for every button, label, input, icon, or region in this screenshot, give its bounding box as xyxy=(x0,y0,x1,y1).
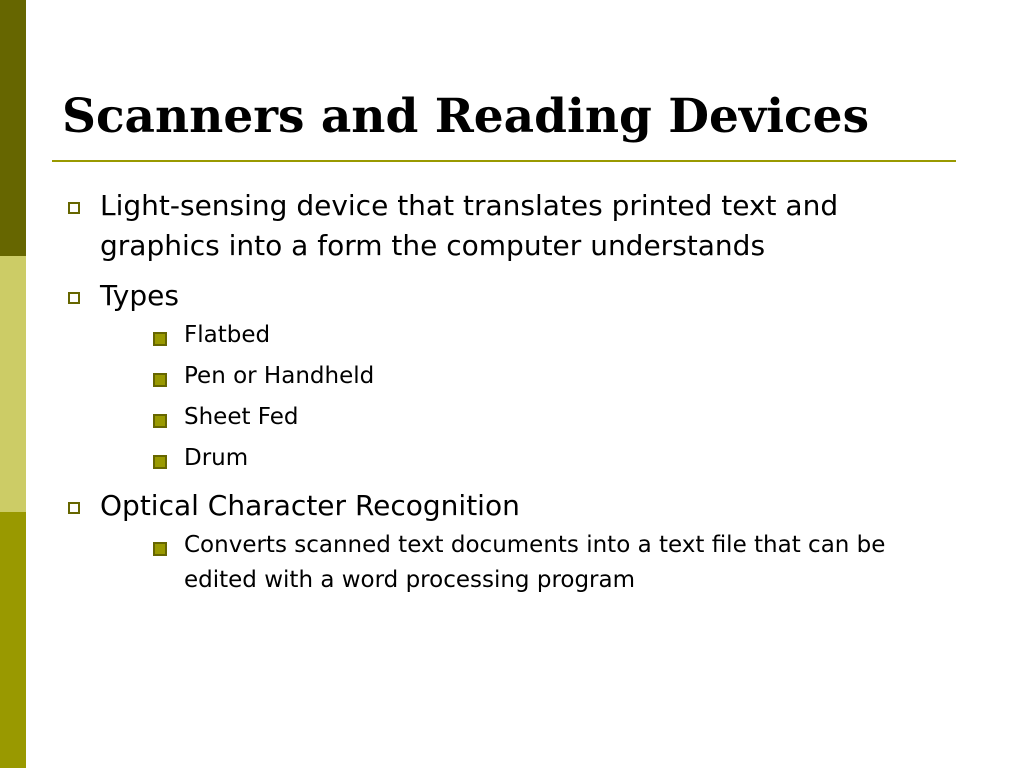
sub-bullet-text: Converts scanned text documents into a text file that can be edited with a word processing program xyxy=(184,532,886,593)
filled-square-bullet-icon xyxy=(153,414,167,428)
sub-bullet-text: Flatbed xyxy=(184,322,271,348)
title-divider xyxy=(52,160,956,162)
filled-square-bullet-icon xyxy=(153,332,167,346)
bullet-item xyxy=(62,276,962,476)
sub-bullet-text: Pen or Handheld xyxy=(184,363,375,389)
hollow-square-bullet-icon xyxy=(68,202,80,214)
sub-bullet-list xyxy=(100,528,962,598)
side-bar-dark-segment xyxy=(0,0,26,256)
hollow-square-bullet-icon xyxy=(68,502,80,514)
bullet-text: Types xyxy=(100,279,179,312)
filled-square-bullet-icon xyxy=(153,373,167,387)
sub-bullet-item xyxy=(100,441,962,476)
side-bar-light-segment xyxy=(0,256,26,512)
filled-square-bullet-icon xyxy=(153,542,167,556)
sub-bullet-text: Sheet Fed xyxy=(184,404,299,430)
bullet-item xyxy=(62,186,962,266)
sub-bullet-text: Drum xyxy=(184,445,249,471)
bullet-text: Light-sensing device that translates printed text and graphics into a form the computer understands xyxy=(100,189,839,262)
bullet-item xyxy=(62,486,962,598)
hollow-square-bullet-icon xyxy=(68,292,80,304)
filled-square-bullet-icon xyxy=(153,455,167,469)
sub-bullet-item xyxy=(100,359,962,394)
slide-title: Scanners and Reading Devices xyxy=(62,89,870,144)
bullet-text: Optical Character Recognition xyxy=(100,489,520,522)
side-bar-olive-segment xyxy=(0,512,26,768)
slide-body xyxy=(62,186,962,608)
sub-bullet-item xyxy=(100,318,962,353)
sub-bullet-list xyxy=(100,318,962,476)
side-accent-bar xyxy=(0,0,26,768)
sub-bullet-item xyxy=(100,528,962,598)
sub-bullet-item xyxy=(100,400,962,435)
